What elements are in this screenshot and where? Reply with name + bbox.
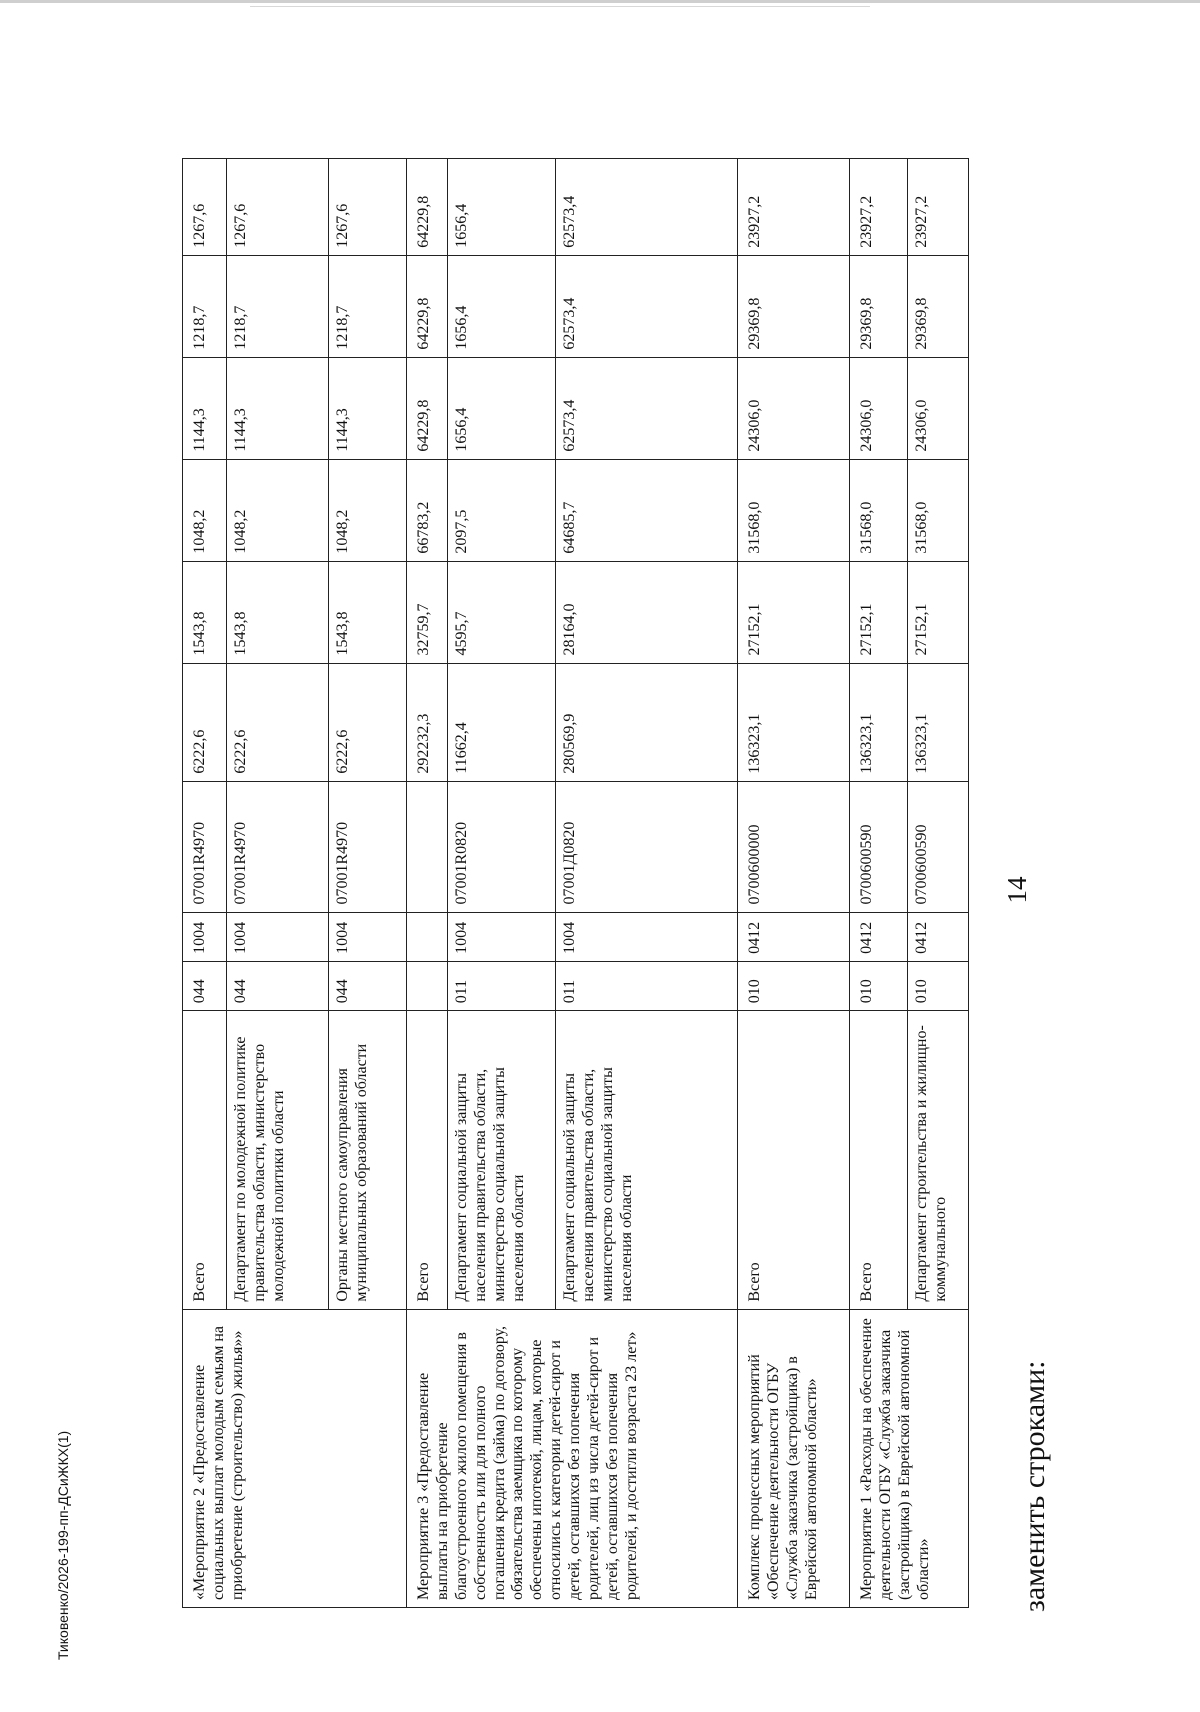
section-code-cell: 1004 [556,912,738,961]
value-cell: 136323,1 [850,663,908,781]
target-article-cell: 07001R4970 [329,781,407,912]
value-cell: 1144,3 [329,357,407,459]
value-cell: 1656,4 [448,255,556,357]
target-article-cell: 07001R4970 [183,781,227,912]
grbs-cell: 044 [183,961,227,1010]
target-article-cell: 0700600000 [738,781,850,912]
value-cell: 2097,5 [448,459,556,561]
activity-name-cell: Мероприятие 3 «Предоставление выплаты на приобретение благоустроенного жилого помещения в собственность или для полного погашения кредита (займа) по договору, обязательства заемщика по которому обеспечены ипотекой, лицам, которые относились к категории детей-сирот и детей, оставшихся без попечения родителей, лиц из числа детей-сирот и детей, оставшихся без попечения родителей, и достигли возраста 23 лет» [407,1309,738,1607]
value-cell: 1218,7 [183,255,227,357]
value-cell: 136323,1 [908,663,969,781]
executor-cell: Департамент социальной защиты населения правительства области, министерство социальной защиты населения области [556,1011,738,1309]
value-cell: 280569,9 [556,663,738,781]
section-code-cell: 1004 [227,912,329,961]
value-cell: 24306,0 [850,357,908,459]
section-code-cell: 0412 [850,912,908,961]
activity-name-cell: Мероприятие 1 «Расходы на обеспечение деятельности ОГБУ «Служба заказчика (застройщика) в Еврейской автономной области» [850,1309,969,1607]
target-article-cell: 07001R4970 [227,781,329,912]
table-row [738,159,850,1608]
value-cell: 29369,8 [850,255,908,357]
value-cell: 31568,0 [850,459,908,561]
value-cell: 6222,6 [329,663,407,781]
value-cell: 1144,3 [227,357,329,459]
grbs-cell: 010 [738,961,850,1010]
executor-cell: Всего [183,1011,227,1309]
value-cell: 27152,1 [908,561,969,663]
target-article-cell: 0700600590 [908,781,969,912]
value-cell: 1543,8 [329,561,407,663]
value-cell: 32759,7 [407,561,448,663]
section-code-cell: 1004 [183,912,227,961]
value-cell: 29369,8 [908,255,969,357]
value-cell: 1267,6 [183,159,227,256]
value-cell: 64685,7 [556,459,738,561]
grbs-cell: 011 [556,961,738,1010]
table-row [183,159,227,1608]
target-article-cell: 07001Д0820 [556,781,738,912]
value-cell: 1218,7 [329,255,407,357]
value-cell: 4595,7 [448,561,556,663]
executor-cell: Всего [850,1011,908,1309]
grbs-cell: 044 [227,961,329,1010]
value-cell: 1267,6 [227,159,329,256]
section-code-cell: 0412 [738,912,850,961]
value-cell: 1144,3 [183,357,227,459]
value-cell: 1656,4 [448,159,556,256]
target-article-cell: 0700600590 [850,781,908,912]
value-cell: 292232,3 [407,663,448,781]
executor-cell: Департамент по молодежной политике правительства области, министерство молодежной политики области [227,1011,329,1309]
value-cell: 1218,7 [227,255,329,357]
value-cell: 27152,1 [850,561,908,663]
value-cell: 64229,8 [407,159,448,256]
value-cell: 6222,6 [183,663,227,781]
scan-top-edge-line [250,6,870,7]
value-cell: 11662,4 [448,663,556,781]
value-cell: 1543,8 [183,561,227,663]
value-cell: 31568,0 [908,459,969,561]
value-cell: 1543,8 [227,561,329,663]
section-code-cell [407,912,448,961]
grbs-cell [407,961,448,1010]
executor-cell: Всего [738,1011,850,1309]
grbs-cell: 011 [448,961,556,1010]
activity-name-cell: «Мероприятие 2 «Предоставление социальных выплат молодым семьям на приобретение (строительство) жилья»» [183,1309,407,1607]
table-row [407,159,448,1608]
value-cell: 1656,4 [448,357,556,459]
section-code-cell: 1004 [448,912,556,961]
value-cell: 64229,8 [407,255,448,357]
value-cell: 27152,1 [738,561,850,663]
value-cell: 23927,2 [850,159,908,256]
value-cell: 24306,0 [908,357,969,459]
value-cell: 29369,8 [738,255,850,357]
value-cell: 1048,2 [183,459,227,561]
value-cell: 64229,8 [407,357,448,459]
value-cell: 1267,6 [329,159,407,256]
document-id: Тиковенко/2026-199-пп-ДСиЖКХ(1) [55,1430,71,1660]
grbs-cell: 044 [329,961,407,1010]
executor-cell: Департамент социальной защиты населения правительства области, министерство социальной защиты населения области [448,1011,556,1309]
value-cell: 31568,0 [738,459,850,561]
value-cell: 62573,4 [556,357,738,459]
section-code-cell: 0412 [908,912,969,961]
scan-top-edge [0,0,1200,3]
table-row [850,159,908,1608]
value-cell: 66783,2 [407,459,448,561]
value-cell: 24306,0 [738,357,850,459]
section-code-cell: 1004 [329,912,407,961]
target-article-cell [407,781,448,912]
value-cell: 62573,4 [556,159,738,256]
activity-name-cell: Комплекс процессных мероприятий «Обеспечение деятельности ОГБУ «Служба заказчика (застройщика) в Еврейской автономной области» [738,1309,850,1607]
value-cell: 136323,1 [738,663,850,781]
grbs-cell: 010 [850,961,908,1010]
value-cell: 23927,2 [908,159,969,256]
target-article-cell: 07001R0820 [448,781,556,912]
value-cell: 62573,4 [556,255,738,357]
budget-table [182,158,969,1608]
value-cell: 23927,2 [738,159,850,256]
value-cell: 28164,0 [556,561,738,663]
executor-cell: Органы местного самоуправления муниципальных образований области [329,1011,407,1309]
value-cell: 6222,6 [227,663,329,781]
executor-cell: Департамент строительства и жилищно-коммунального [908,1011,969,1309]
page-number: 14 [1002,876,1032,904]
executor-cell: Всего [407,1011,448,1309]
value-cell: 1048,2 [329,459,407,561]
grbs-cell: 010 [908,961,969,1010]
section-heading: заменить строками: [1018,1360,1051,1612]
value-cell: 1048,2 [227,459,329,561]
rotated-page [50,100,1100,1680]
